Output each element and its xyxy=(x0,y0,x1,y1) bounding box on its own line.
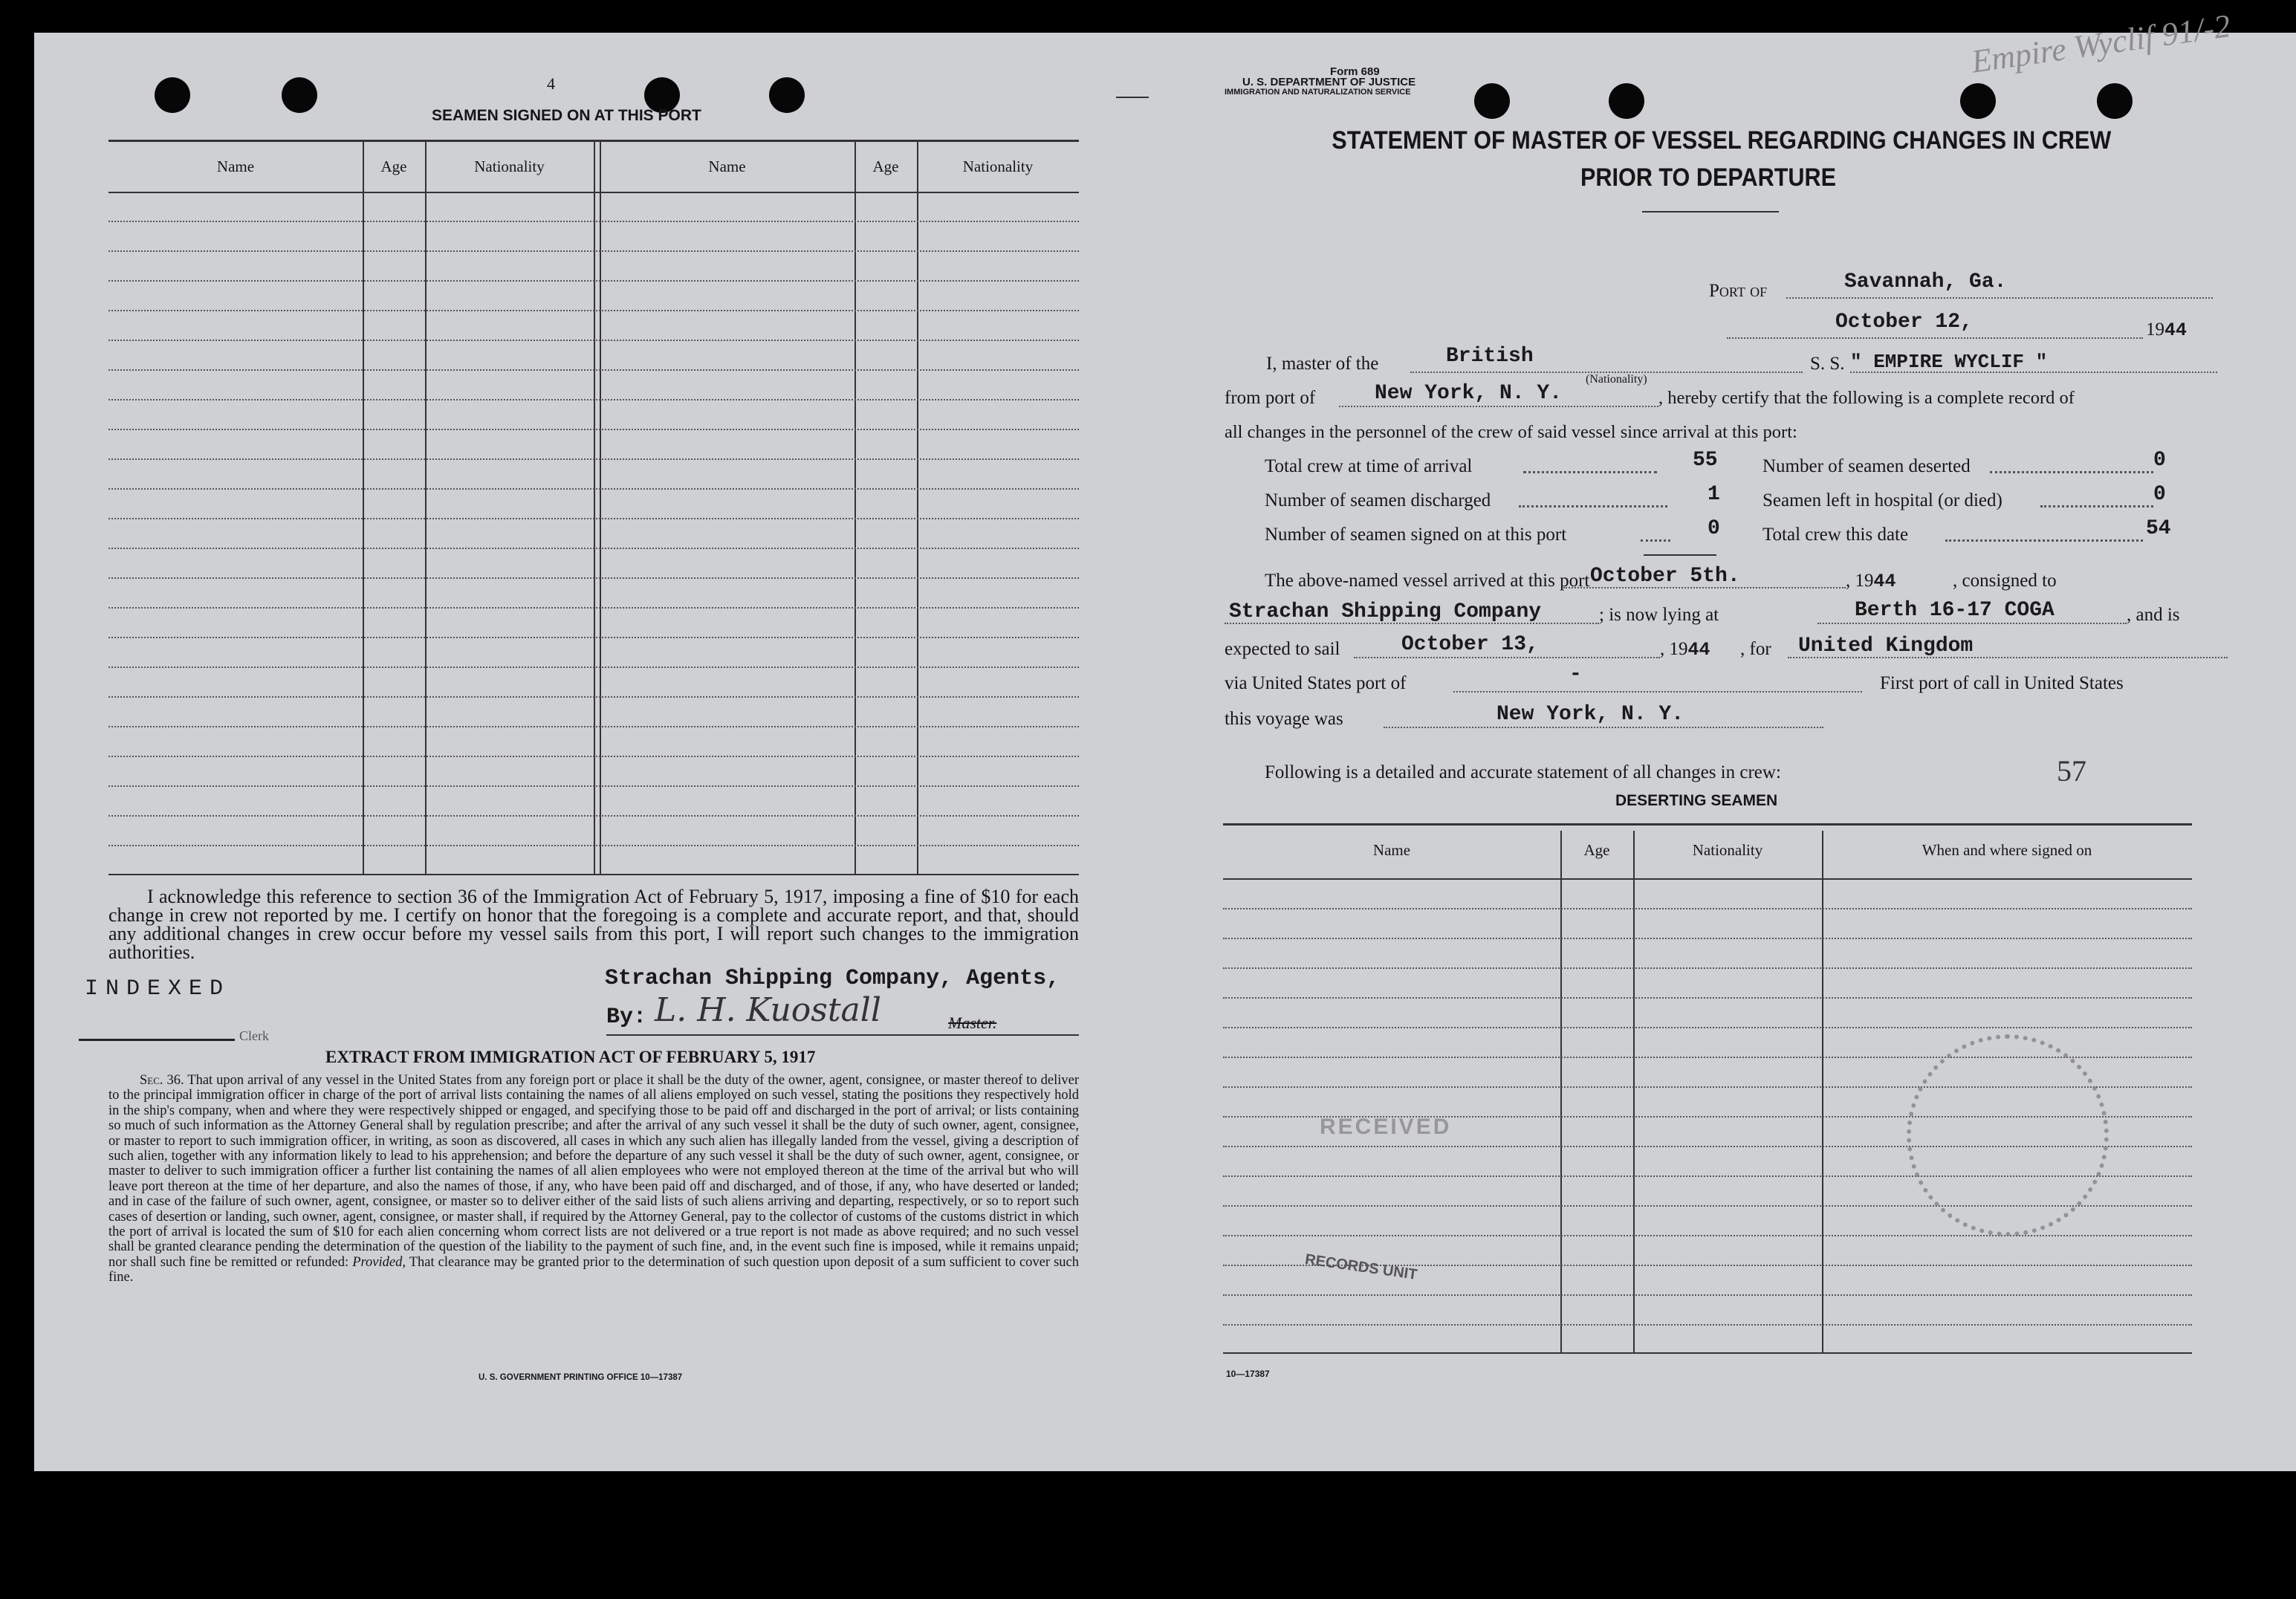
sail-year-value: 44 xyxy=(1687,639,1710,661)
arrived-value: October 5th. xyxy=(1590,565,1740,588)
master-label: Master. xyxy=(948,1013,997,1032)
page-count: 57 xyxy=(2057,754,2086,788)
master-prefix: I, master of the xyxy=(1266,354,1379,374)
lying-value: Berth 16-17 COGA xyxy=(1855,599,2055,622)
column-header-nationality: Nationality xyxy=(962,158,1034,175)
total-crew-arrival-value: 55 xyxy=(1693,449,1718,472)
handwritten-note: Empire Wyclif 91/-2 xyxy=(1969,7,2233,80)
department: U. S. DEPARTMENT OF JUSTICE xyxy=(1242,76,1416,88)
punch-hole xyxy=(769,77,805,113)
section-provided: Provided, xyxy=(352,1254,406,1270)
column-header-age: Age xyxy=(1583,841,1610,859)
hospital-label: Seamen left in hospital (or died) xyxy=(1762,490,2002,510)
column-header-age: Age xyxy=(380,158,407,175)
punch-hole xyxy=(1474,83,1510,119)
consigned-label: , consigned to xyxy=(1953,571,2057,591)
section-body: That upon arrival of any vessel in the United States from any foreign port or place it shall be the duty of the owner, agent, consignee, or master thereof to deliver to the principal immigration officer in charge of the port of arrival lists containing the names of all aliens employed on such vessel, stating the positions they respectively hold in the ship's company, when and where they were respectively shipped or engaged, and specifying those to be paid off and discharged in the port of arrival; or lists containing so much of such information as the Attorney General shall by regulation prescribe; and after the arrival of any such vessel it shall be the duty of such owner, agent, consignee, or master to report to such immigration officer, in writing, as soon as discovered, all cases in which any such alien has illegally landed from the vessel, giving a description of such alien, together with any information likely to lead to his apprehension; and before the departure of any such vessel it shall be the duty of such owner, agent, consignee, or master to deliver to such immigration officer a further list containing the names of all alien employees who were not employed thereon at the time of the arrival but who will leave port thereon at the time of her departure, and also the names of those, if any, who have been paid off and discharged, and of those, if any, who have deserted or landed; and in case of the failure of such owner, agent, consignee, or master so to deliver either of the said lists of such aliens arriving and departing, respectively, or so to report such cases of desertion or landing, such owner, agent, consignee, or master shall, if required by the Attorney General, pay to the collector of customs of the customs district in which the port of arrival is located the sum of $10 for each alien concerning whom correct lists are not delivered or a true report is not made as above required; and no such vessel shall be granted clearance pending the determination of the question of the liability to the payment of such fine, and, in the event such fine is imposed, while it remains unpaid; nor shall such fine be remitted or refunded: xyxy=(108,1073,1079,1270)
nationality-value: British xyxy=(1446,345,1534,368)
arrived-year-prefix: , 19 xyxy=(1846,571,1874,591)
port-value: Savannah, Ga. xyxy=(1844,270,2007,293)
total-crew-date-label: Total crew this date xyxy=(1762,525,1909,545)
signed-on-value: 0 xyxy=(1708,517,1720,540)
via-label: via United States port of xyxy=(1225,673,1407,693)
received-stamp: RECEIVED xyxy=(1320,1115,1452,1139)
section-36-text xyxy=(108,1073,1079,1285)
total-crew-arrival-label: Total crew at time of arrival xyxy=(1265,456,1473,476)
clerk-label: Clerk xyxy=(239,1028,269,1043)
certify-text: , hereby certify that the following is a complete record of xyxy=(1658,388,2075,408)
printer-credit: U. S. GOVERNMENT PRINTING OFFICE 10—17387 xyxy=(479,1373,683,1382)
column-header-nationality: Nationality xyxy=(1692,841,1763,859)
for-label: , for xyxy=(1740,639,1771,659)
date-year xyxy=(2146,320,2187,341)
sail-label: expected to sail xyxy=(1225,639,1340,659)
punch-hole xyxy=(282,77,317,113)
ship-name: " EMPIRE WYCLIF " xyxy=(1850,351,2048,373)
lying-label: ; is now lying at xyxy=(1599,605,1719,625)
column-header-name: Name xyxy=(216,158,255,175)
column-header-name: Name xyxy=(708,158,746,175)
first-port-label: First port of call in United States xyxy=(1880,673,2124,693)
form-code: 10—17387 xyxy=(1226,1369,1270,1379)
extract-title: EXTRACT FROM IMMIGRATION ACT OF FEBRUARY 5, 1917 xyxy=(325,1048,816,1066)
ss-label: S. S. xyxy=(1810,354,1845,374)
deserted-label: Number of seamen deserted xyxy=(1762,456,1971,476)
voyage-value: New York, N. Y. xyxy=(1496,703,1684,726)
signature: L. H. Kuostall xyxy=(655,991,881,1029)
hospital-value: 0 xyxy=(2153,483,2166,506)
punch-hole xyxy=(1960,83,1996,119)
signed-on-title: SEAMEN SIGNED ON AT THIS PORT xyxy=(432,107,701,124)
deserting-title: DESERTING SEAMEN xyxy=(1615,792,1778,809)
and-is-label: , and is xyxy=(2127,605,2180,625)
agent-name: Strachan Shipping Company, Agents, xyxy=(605,966,1060,991)
from-port-label: from port of xyxy=(1225,388,1316,408)
section-end: That clearance may be granted prior to the determination of such question upon deposit of a sum sufficient to cover such fine. xyxy=(108,1254,1080,1285)
certify-text-2: all changes in the personnel of the crew of said vessel since arrival at this port: xyxy=(1225,422,1797,442)
discharged-label: Number of seamen discharged xyxy=(1265,490,1491,510)
form-title-line-1: STATEMENT OF MASTER OF VESSEL REGARDING CHANGES IN CREW xyxy=(1332,126,2112,155)
total-crew-date-value: 54 xyxy=(2146,517,2171,540)
document-sheet xyxy=(34,7,2296,1471)
port-label: Port of xyxy=(1709,281,1768,301)
form-number: Form 689 xyxy=(1330,65,1380,78)
arrived-year xyxy=(1846,571,1896,592)
form-title-line-2: PRIOR TO DEPARTURE xyxy=(1580,163,1836,192)
column-header-signed-on: When and where signed on xyxy=(1922,841,2092,859)
section-label: Sec. 36. xyxy=(140,1073,184,1088)
indexed-stamp: INDEXED xyxy=(85,976,231,1002)
arrived-year-value: 44 xyxy=(1873,571,1896,592)
discharged-value: 1 xyxy=(1708,483,1720,506)
by-label: By: xyxy=(606,1005,647,1030)
consignee-value: Strachan Shipping Company xyxy=(1229,600,1542,623)
circular-date-stamp xyxy=(1907,1034,2109,1236)
arrived-label: The above-named vessel arrived at this port xyxy=(1265,571,1590,591)
from-port-value: New York, N. Y. xyxy=(1375,382,1563,405)
voyage-label: this voyage was xyxy=(1225,709,1343,729)
for-value: United Kingdom xyxy=(1798,635,1974,658)
date-value: October 12, xyxy=(1835,311,1973,334)
certification-text: I acknowledge this reference to section 36 of the Immigration Act of February 5, 1917, imposing a fine of $10 for each change in crew not reported by me. I certify on honor that the foregoing is a complete and accurate report, and that, should any additional changes in crew occur before my vessel sails from this port, I will report such changes to the immigration authorities. xyxy=(108,886,1079,963)
column-header-nationality: Nationality xyxy=(474,158,545,175)
punch-hole xyxy=(1609,83,1644,119)
following-label: Following is a detailed and accurate statement of all changes in crew: xyxy=(1265,762,1781,782)
nationality-caption: (Nationality) xyxy=(1586,373,1647,386)
service: IMMIGRATION AND NATURALIZATION SERVICE xyxy=(1225,88,1411,97)
signed-on-label: Number of seamen signed on at this port xyxy=(1265,525,1567,545)
page-number: 4 xyxy=(547,74,555,93)
records-unit-stamp: RECORDS UNIT xyxy=(1303,1251,1418,1283)
date-year-suffix: 44 xyxy=(2164,320,2188,341)
punch-hole xyxy=(155,77,190,113)
deserted-value: 0 xyxy=(2153,449,2166,472)
column-header-age: Age xyxy=(872,158,899,175)
column-header-name: Name xyxy=(1372,841,1411,859)
punch-hole xyxy=(2097,83,2133,119)
sail-year-prefix: , 19 xyxy=(1660,639,1688,659)
sail-value: October 13, xyxy=(1401,633,1539,656)
sail-year xyxy=(1660,639,1710,661)
date-year-prefix: 19 xyxy=(2146,320,2164,340)
via-value: - xyxy=(1569,663,1582,686)
